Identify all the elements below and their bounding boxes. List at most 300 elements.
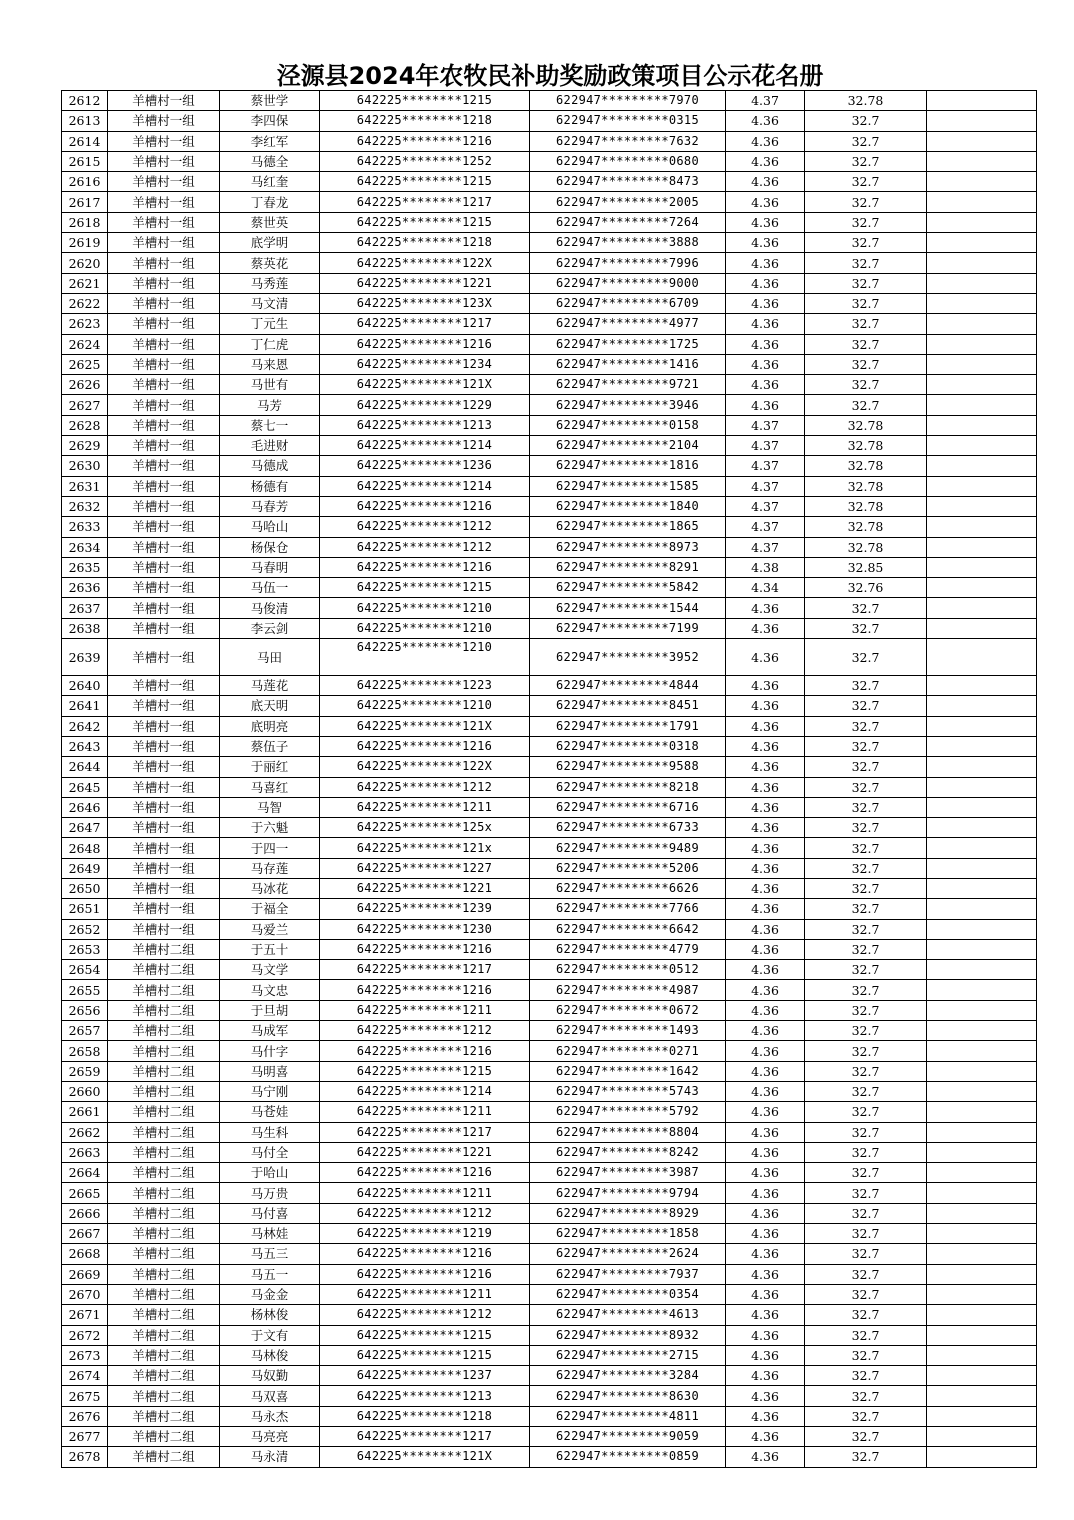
serial-number-cell: 2643	[62, 736, 108, 756]
amount-cell: 32.7	[805, 757, 927, 777]
area-cell: 4.36	[726, 818, 805, 838]
note-cell	[927, 293, 1037, 313]
amount-cell: 32.7	[805, 1447, 927, 1467]
serial-number-cell: 2664	[62, 1163, 108, 1183]
id-number-cell: 642225********1229	[320, 395, 530, 415]
serial-number-cell: 2615	[62, 151, 108, 171]
area-cell: 4.36	[726, 1284, 805, 1304]
serial-number-cell: 2642	[62, 716, 108, 736]
serial-number-cell: 2647	[62, 818, 108, 838]
note-cell	[927, 314, 1037, 334]
area-cell: 4.36	[726, 1021, 805, 1041]
serial-number-cell: 2624	[62, 334, 108, 354]
village-group-cell: 羊槽村二组	[108, 1305, 220, 1325]
note-cell	[927, 91, 1037, 111]
village-group-cell: 羊槽村一组	[108, 618, 220, 638]
person-name-cell: 蔡世学	[220, 91, 320, 111]
note-cell	[927, 1325, 1037, 1345]
amount-cell: 32.7	[805, 354, 927, 374]
amount-cell: 32.7	[805, 639, 927, 676]
village-group-cell: 羊槽村二组	[108, 1386, 220, 1406]
village-group-cell: 羊槽村一组	[108, 151, 220, 171]
person-name-cell: 杨德有	[220, 476, 320, 496]
note-cell	[927, 1122, 1037, 1142]
amount-cell: 32.7	[805, 1203, 927, 1223]
person-name-cell: 于五十	[220, 939, 320, 959]
serial-number-cell: 2654	[62, 960, 108, 980]
amount-cell: 32.7	[805, 736, 927, 756]
area-cell: 4.36	[726, 797, 805, 817]
id-number-cell: 642225********1216	[320, 1163, 530, 1183]
table-row	[62, 598, 1037, 618]
person-name-cell: 马文忠	[220, 980, 320, 1000]
area-cell: 4.36	[726, 375, 805, 395]
person-name-cell: 蔡世英	[220, 212, 320, 232]
bank-account-cell: 622947*********8291	[530, 557, 726, 577]
note-cell	[927, 273, 1037, 293]
amount-cell: 32.7	[805, 939, 927, 959]
area-cell: 4.36	[726, 354, 805, 374]
serial-number-cell: 2639	[62, 639, 108, 676]
amount-cell: 32.7	[805, 618, 927, 638]
table-row	[62, 395, 1037, 415]
serial-number-cell: 2618	[62, 212, 108, 232]
id-number-cell: 642225********1212	[320, 1203, 530, 1223]
amount-cell: 32.7	[805, 1244, 927, 1264]
amount-cell: 32.7	[805, 1427, 927, 1447]
village-group-cell: 羊槽村一组	[108, 334, 220, 354]
person-name-cell: 于四一	[220, 838, 320, 858]
serial-number-cell: 2640	[62, 676, 108, 696]
note-cell	[927, 1427, 1037, 1447]
bank-account-cell: 622947*********8451	[530, 696, 726, 716]
serial-number-cell: 2629	[62, 436, 108, 456]
serial-number-cell: 2659	[62, 1061, 108, 1081]
person-name-cell: 于哈山	[220, 1163, 320, 1183]
person-name-cell: 马冰花	[220, 878, 320, 898]
bank-account-cell: 622947*********9588	[530, 757, 726, 777]
amount-cell: 32.7	[805, 980, 927, 1000]
amount-cell: 32.7	[805, 395, 927, 415]
bank-account-cell: 622947*********0859	[530, 1447, 726, 1467]
bank-account-cell: 622947*********7937	[530, 1264, 726, 1284]
village-group-cell: 羊槽村一组	[108, 436, 220, 456]
person-name-cell: 李红军	[220, 131, 320, 151]
note-cell	[927, 919, 1037, 939]
area-cell: 4.36	[726, 253, 805, 273]
serial-number-cell: 2670	[62, 1284, 108, 1304]
area-cell: 4.36	[726, 151, 805, 171]
village-group-cell: 羊槽村一组	[108, 598, 220, 618]
note-cell	[927, 354, 1037, 374]
village-group-cell: 羊槽村二组	[108, 1142, 220, 1162]
person-name-cell: 马亮亮	[220, 1427, 320, 1447]
table-row	[62, 960, 1037, 980]
note-cell	[927, 1224, 1037, 1244]
area-cell: 4.36	[726, 233, 805, 253]
bank-account-cell: 622947*********3987	[530, 1163, 726, 1183]
person-name-cell: 马生科	[220, 1122, 320, 1142]
table-row	[62, 1447, 1037, 1467]
person-name-cell: 马红奎	[220, 172, 320, 192]
serial-number-cell: 2644	[62, 757, 108, 777]
id-number-cell: 642225********1252	[320, 151, 530, 171]
person-name-cell: 马金金	[220, 1284, 320, 1304]
bank-account-cell: 622947*********3946	[530, 395, 726, 415]
table-row	[62, 537, 1037, 557]
person-name-cell: 马林俊	[220, 1345, 320, 1365]
note-cell	[927, 939, 1037, 959]
note-cell	[927, 838, 1037, 858]
bank-account-cell: 622947*********7632	[530, 131, 726, 151]
area-cell: 4.36	[726, 858, 805, 878]
table-row	[62, 496, 1037, 516]
village-group-cell: 羊槽村二组	[108, 1081, 220, 1101]
note-cell	[927, 1061, 1037, 1081]
serial-number-cell: 2677	[62, 1427, 108, 1447]
amount-cell: 32.7	[805, 111, 927, 131]
village-group-cell: 羊槽村二组	[108, 1203, 220, 1223]
area-cell: 4.36	[726, 334, 805, 354]
table-row	[62, 980, 1037, 1000]
table-row	[62, 1163, 1037, 1183]
amount-cell: 32.7	[805, 1102, 927, 1122]
note-cell	[927, 757, 1037, 777]
bank-account-cell: 622947*********9721	[530, 375, 726, 395]
note-cell	[927, 1264, 1037, 1284]
bank-account-cell: 622947*********1493	[530, 1021, 726, 1041]
serial-number-cell: 2626	[62, 375, 108, 395]
table-row	[62, 1142, 1037, 1162]
id-number-cell: 642225********1217	[320, 192, 530, 212]
area-cell: 4.36	[726, 192, 805, 212]
note-cell	[927, 1345, 1037, 1365]
serial-number-cell: 2667	[62, 1224, 108, 1244]
table-row	[62, 1244, 1037, 1264]
bank-account-cell: 622947*********1858	[530, 1224, 726, 1244]
village-group-cell: 羊槽村一组	[108, 172, 220, 192]
person-name-cell: 马五三	[220, 1244, 320, 1264]
table-row	[62, 676, 1037, 696]
table-row	[62, 91, 1037, 111]
note-cell	[927, 1163, 1037, 1183]
serial-number-cell: 2635	[62, 557, 108, 577]
id-number-cell: 642225********1210	[320, 598, 530, 618]
note-cell	[927, 151, 1037, 171]
serial-number-cell: 2623	[62, 314, 108, 334]
note-cell	[927, 1102, 1037, 1122]
bank-account-cell: 622947*********3952	[530, 639, 726, 676]
village-group-cell: 羊槽村一组	[108, 395, 220, 415]
village-group-cell: 羊槽村一组	[108, 696, 220, 716]
area-cell: 4.36	[726, 212, 805, 232]
serial-number-cell: 2637	[62, 598, 108, 618]
person-name-cell: 丁仁虎	[220, 334, 320, 354]
person-name-cell: 于六魁	[220, 818, 320, 838]
id-number-cell: 642225********1214	[320, 1081, 530, 1101]
area-cell: 4.37	[726, 415, 805, 435]
bank-account-cell: 622947*********8973	[530, 537, 726, 557]
village-group-cell: 羊槽村二组	[108, 960, 220, 980]
amount-cell: 32.7	[805, 899, 927, 919]
id-number-cell: 642225********1227	[320, 858, 530, 878]
serial-number-cell: 2671	[62, 1305, 108, 1325]
bank-account-cell: 622947*********0672	[530, 1000, 726, 1020]
amount-cell: 32.7	[805, 818, 927, 838]
serial-number-cell: 2655	[62, 980, 108, 1000]
id-number-cell: 642225********1217	[320, 314, 530, 334]
serial-number-cell: 2616	[62, 172, 108, 192]
note-cell	[927, 1244, 1037, 1264]
bank-account-cell: 622947*********1725	[530, 334, 726, 354]
bank-account-cell: 622947*********2005	[530, 192, 726, 212]
bank-account-cell: 622947*********8932	[530, 1325, 726, 1345]
serial-number-cell: 2656	[62, 1000, 108, 1020]
table-row	[62, 253, 1037, 273]
village-group-cell: 羊槽村一组	[108, 476, 220, 496]
amount-cell: 32.7	[805, 1406, 927, 1426]
bank-account-cell: 622947*********4811	[530, 1406, 726, 1426]
serial-number-cell: 2678	[62, 1447, 108, 1467]
note-cell	[927, 797, 1037, 817]
serial-number-cell: 2613	[62, 111, 108, 131]
id-number-cell: 642225********1212	[320, 777, 530, 797]
amount-cell: 32.7	[805, 1163, 927, 1183]
village-group-cell: 羊槽村二组	[108, 980, 220, 1000]
person-name-cell: 丁元生	[220, 314, 320, 334]
serial-number-cell: 2672	[62, 1325, 108, 1345]
amount-cell: 32.7	[805, 1021, 927, 1041]
area-cell: 4.36	[726, 1102, 805, 1122]
amount-cell: 32.78	[805, 436, 927, 456]
area-cell: 4.36	[726, 939, 805, 959]
person-name-cell: 于丽红	[220, 757, 320, 777]
area-cell: 4.36	[726, 980, 805, 1000]
table-row	[62, 1427, 1037, 1447]
village-group-cell: 羊槽村一组	[108, 233, 220, 253]
amount-cell: 32.7	[805, 1366, 927, 1386]
id-number-cell: 642225********1211	[320, 1183, 530, 1203]
amount-cell: 32.7	[805, 293, 927, 313]
area-cell: 4.36	[726, 1061, 805, 1081]
person-name-cell: 马秀莲	[220, 273, 320, 293]
amount-cell: 32.7	[805, 314, 927, 334]
note-cell	[927, 676, 1037, 696]
village-group-cell: 羊槽村一组	[108, 375, 220, 395]
amount-cell: 32.78	[805, 456, 927, 476]
person-name-cell: 马双喜	[220, 1386, 320, 1406]
person-name-cell: 马莲花	[220, 676, 320, 696]
serial-number-cell: 2631	[62, 476, 108, 496]
id-number-cell: 642225********1214	[320, 436, 530, 456]
bank-account-cell: 622947*********6642	[530, 919, 726, 939]
village-group-cell: 羊槽村二组	[108, 1183, 220, 1203]
amount-cell: 32.7	[805, 253, 927, 273]
amount-cell: 32.7	[805, 838, 927, 858]
bank-account-cell: 622947*********2104	[530, 436, 726, 456]
amount-cell: 32.7	[805, 1224, 927, 1244]
serial-number-cell: 2612	[62, 91, 108, 111]
person-name-cell: 于福全	[220, 899, 320, 919]
village-group-cell: 羊槽村一组	[108, 919, 220, 939]
table-row	[62, 939, 1037, 959]
bank-account-cell: 622947*********7996	[530, 253, 726, 273]
id-number-cell: 642225********1216	[320, 1244, 530, 1264]
area-cell: 4.36	[726, 919, 805, 939]
serial-number-cell: 2668	[62, 1244, 108, 1264]
serial-number-cell: 2628	[62, 415, 108, 435]
note-cell	[927, 212, 1037, 232]
table-row	[62, 1345, 1037, 1365]
person-name-cell: 杨林俊	[220, 1305, 320, 1325]
id-number-cell: 642225********1223	[320, 676, 530, 696]
village-group-cell: 羊槽村一组	[108, 557, 220, 577]
bank-account-cell: 622947*********1816	[530, 456, 726, 476]
note-cell	[927, 1386, 1037, 1406]
village-group-cell: 羊槽村二组	[108, 1427, 220, 1447]
person-name-cell: 马文学	[220, 960, 320, 980]
bank-account-cell: 622947*********1865	[530, 517, 726, 537]
id-number-cell: 642225********1216	[320, 334, 530, 354]
id-number-cell: 642225********1212	[320, 537, 530, 557]
village-group-cell: 羊槽村一组	[108, 111, 220, 131]
serial-number-cell: 2661	[62, 1102, 108, 1122]
table-row	[62, 777, 1037, 797]
id-number-cell: 642225********1217	[320, 960, 530, 980]
village-group-cell: 羊槽村一组	[108, 456, 220, 476]
serial-number-cell: 2630	[62, 456, 108, 476]
serial-number-cell: 2657	[62, 1021, 108, 1041]
note-cell	[927, 1305, 1037, 1325]
id-number-cell: 642225********1215	[320, 91, 530, 111]
id-number-cell: 642225********1230	[320, 919, 530, 939]
id-number-cell: 642225********1211	[320, 1284, 530, 1304]
id-number-cell: 642225********1216	[320, 736, 530, 756]
village-group-cell: 羊槽村一组	[108, 496, 220, 516]
table-row	[62, 192, 1037, 212]
id-number-cell: 642225********1218	[320, 1406, 530, 1426]
note-cell	[927, 899, 1037, 919]
person-name-cell: 马林娃	[220, 1224, 320, 1244]
amount-cell: 32.7	[805, 1122, 927, 1142]
id-number-cell: 642225********1211	[320, 1102, 530, 1122]
bank-account-cell: 622947*********0680	[530, 151, 726, 171]
person-name-cell: 马世有	[220, 375, 320, 395]
note-cell	[927, 980, 1037, 1000]
note-cell	[927, 496, 1037, 516]
table-row	[62, 314, 1037, 334]
id-number-cell: 642225********1221	[320, 878, 530, 898]
area-cell: 4.37	[726, 476, 805, 496]
id-number-cell: 642225********121X	[320, 375, 530, 395]
table-row	[62, 1041, 1037, 1061]
village-group-cell: 羊槽村二组	[108, 1345, 220, 1365]
village-group-cell: 羊槽村一组	[108, 797, 220, 817]
bank-account-cell: 622947*********6733	[530, 818, 726, 838]
id-number-cell: 642225********1217	[320, 1122, 530, 1142]
bank-account-cell: 622947*********0315	[530, 111, 726, 131]
note-cell	[927, 639, 1037, 676]
area-cell: 4.36	[726, 1163, 805, 1183]
table-row	[62, 797, 1037, 817]
id-number-cell: 642225********1218	[320, 111, 530, 131]
area-cell: 4.36	[726, 1000, 805, 1020]
table-row	[62, 736, 1037, 756]
serial-number-cell: 2622	[62, 293, 108, 313]
table-row	[62, 1000, 1037, 1020]
serial-number-cell: 2651	[62, 899, 108, 919]
village-group-cell: 羊槽村一组	[108, 415, 220, 435]
amount-cell: 32.7	[805, 375, 927, 395]
bank-account-cell: 622947*********4779	[530, 939, 726, 959]
area-cell: 4.36	[726, 1183, 805, 1203]
person-name-cell: 马田	[220, 639, 320, 676]
bank-account-cell: 622947*********1416	[530, 354, 726, 374]
id-number-cell: 642225********1216	[320, 557, 530, 577]
note-cell	[927, 1203, 1037, 1223]
id-number-cell: 642225********1234	[320, 354, 530, 374]
amount-cell: 32.7	[805, 334, 927, 354]
table-row	[62, 436, 1037, 456]
roster-table	[61, 90, 1037, 1468]
amount-cell: 32.7	[805, 1081, 927, 1101]
village-group-cell: 羊槽村一组	[108, 293, 220, 313]
id-number-cell: 642225********1221	[320, 1142, 530, 1162]
bank-account-cell: 622947*********1544	[530, 598, 726, 618]
area-cell: 4.37	[726, 91, 805, 111]
serial-number-cell: 2675	[62, 1386, 108, 1406]
id-number-cell: 642225********1214	[320, 476, 530, 496]
note-cell	[927, 598, 1037, 618]
person-name-cell: 马德全	[220, 151, 320, 171]
person-name-cell: 蔡伍子	[220, 736, 320, 756]
amount-cell: 32.7	[805, 172, 927, 192]
area-cell: 4.37	[726, 436, 805, 456]
serial-number-cell: 2674	[62, 1366, 108, 1386]
amount-cell: 32.7	[805, 1386, 927, 1406]
table-row	[62, 557, 1037, 577]
person-name-cell: 马付全	[220, 1142, 320, 1162]
area-cell: 4.36	[726, 1345, 805, 1365]
person-name-cell: 马爱兰	[220, 919, 320, 939]
note-cell	[927, 1284, 1037, 1304]
amount-cell: 32.7	[805, 151, 927, 171]
note-cell	[927, 334, 1037, 354]
serial-number-cell: 2665	[62, 1183, 108, 1203]
village-group-cell: 羊槽村一组	[108, 192, 220, 212]
person-name-cell: 于文有	[220, 1325, 320, 1345]
serial-number-cell: 2621	[62, 273, 108, 293]
note-cell	[927, 253, 1037, 273]
table-row	[62, 517, 1037, 537]
note-cell	[927, 716, 1037, 736]
amount-cell: 32.7	[805, 858, 927, 878]
note-cell	[927, 375, 1037, 395]
person-name-cell: 马苍娃	[220, 1102, 320, 1122]
table-row	[62, 233, 1037, 253]
person-name-cell: 丁春龙	[220, 192, 320, 212]
id-number-cell: 642225********1216	[320, 496, 530, 516]
person-name-cell: 马永清	[220, 1447, 320, 1467]
id-number-cell: 642225********1218	[320, 233, 530, 253]
id-number-cell: 642225********1210	[320, 639, 530, 676]
serial-number-cell: 2663	[62, 1142, 108, 1162]
bank-account-cell: 622947*********1585	[530, 476, 726, 496]
table-row	[62, 1366, 1037, 1386]
amount-cell: 32.7	[805, 696, 927, 716]
serial-number-cell: 2650	[62, 878, 108, 898]
amount-cell: 32.7	[805, 1305, 927, 1325]
